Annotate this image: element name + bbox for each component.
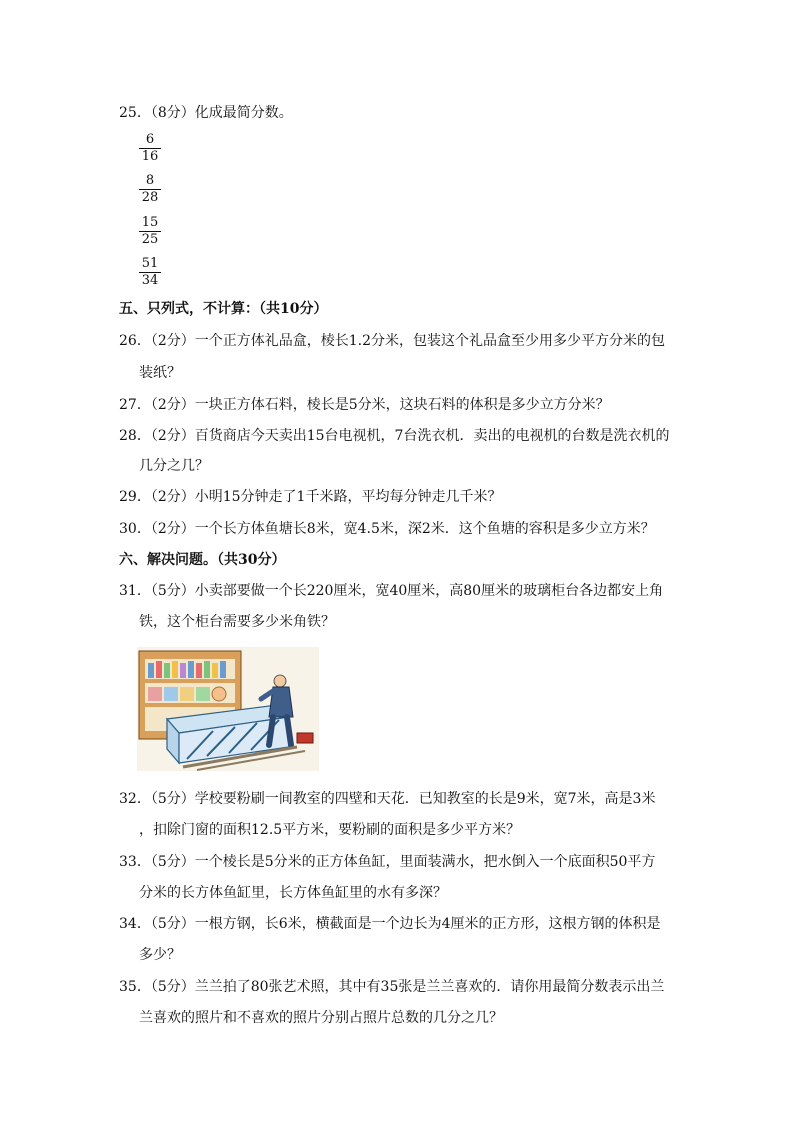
fraction-numerator: 15 [141, 215, 159, 230]
fraction-numerator: 51 [141, 256, 159, 271]
question-26-continued: 装纸？ [139, 365, 181, 381]
fraction-2 [139, 173, 161, 206]
fraction-numerator: 6 [145, 132, 155, 147]
question-33-continued: 分米的长方体鱼缸里，长方体鱼缸里的水有多深？ [139, 885, 447, 901]
question-34: 34．（5分）一根方钢，长6米，横截面是一个边长为4厘米的正方形，这根方钢的体积是 [119, 916, 661, 932]
fraction-numerator: 8 [145, 173, 155, 188]
question-31-continued: 铁，这个柜台需要多少米角铁？ [139, 614, 335, 630]
question-25: 25．（8分）化成最简分数。 [119, 105, 293, 121]
question-28-continued: 几分之几？ [139, 458, 209, 474]
question-26: 26．（2分）一个正方体礼品盒，棱长1.2分米，包装这个礼品盒至少用多少平方分米的包 [119, 333, 665, 349]
fraction-denominator: 28 [141, 190, 159, 205]
question-32: 32．（5分）学校要粉刷一间教室的四壁和天花．已知教室的长是9米，宽7米，高是3米 [119, 791, 656, 807]
question-34-continued: 多少？ [139, 947, 181, 963]
question-35: 35．（5分）兰兰拍了80张艺术照，其中有35张是兰兰喜欢的．请你用最简分数表示出兰 [119, 979, 665, 995]
question-35-continued: 兰喜欢的照片和不喜欢的照片分别占照片总数的几分之几？ [139, 1010, 503, 1026]
fraction-denominator: 16 [141, 149, 159, 164]
question-31: 31．（5分）小卖部要做一个长220厘米，宽40厘米，高80厘米的玻璃柜台各边都安上角 [119, 583, 664, 599]
section-six-heading: 六、解决问题。（共30分） [119, 552, 286, 568]
question-30: 30．（2分）一个长方体鱼塘长8米，宽4.5米，深2米．这个鱼塘的容积是多少立方米？ [119, 521, 655, 537]
fraction-1 [139, 132, 161, 165]
question-28: 28．（2分）百货商店今天卖出15台电视机，7台洗衣机．卖出的电视机的台数是洗衣机的 [119, 428, 670, 444]
question-32-continued: ，扣除门窗的面积12.5平方米，要粉刷的面积是多少平方米？ [139, 822, 521, 838]
section-five-heading: 五、只列式，不计算：（共10分） [119, 301, 328, 317]
fraction-4 [139, 256, 161, 289]
fraction-denominator: 25 [141, 232, 159, 247]
fraction-denominator: 34 [141, 273, 159, 288]
question-29: 29．（2分）小明15分钟走了1千米路，平均每分钟走几千米？ [119, 489, 502, 505]
question-33: 33．（5分）一个棱长是5分米的正方体鱼缸，里面装满水，把水倒入一个底面积50平方 [119, 854, 656, 870]
glass-counter-illustration [137, 647, 319, 771]
question-27: 27．（2分）一块正方体石料，棱长是5分米，这块石料的体积是多少立方分米？ [119, 397, 610, 413]
fraction-3 [139, 215, 161, 248]
